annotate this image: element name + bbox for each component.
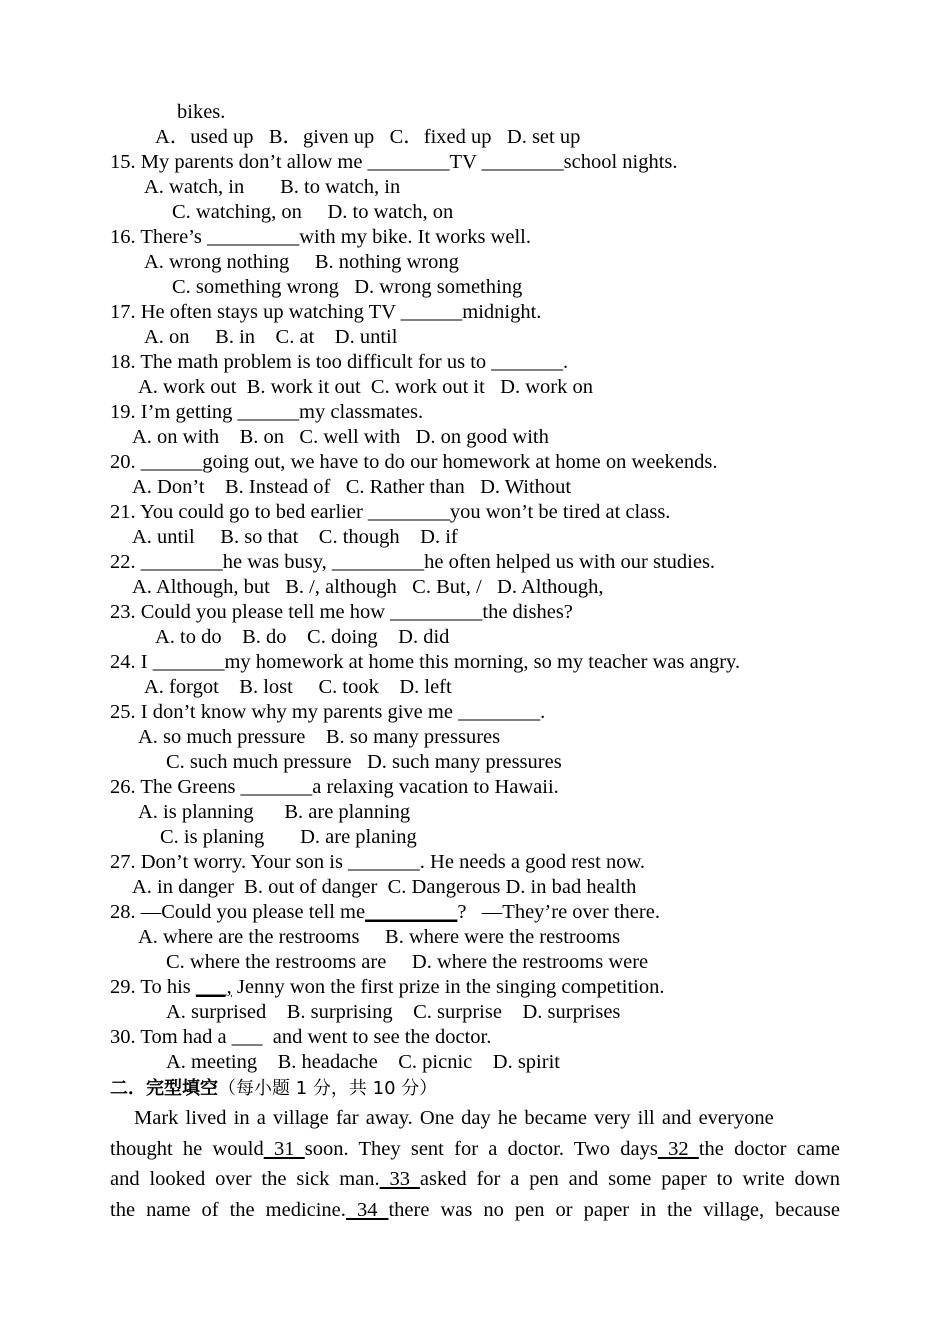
section-heading	[110, 1076, 437, 1101]
question-line: A. until B. so that C. though D. if	[132, 526, 458, 548]
question-line: 17. He often stays up watching TV ______midnight.	[110, 301, 542, 323]
section-note: （每小题 1 分，共 10 分）	[218, 1078, 438, 1099]
question-line: C. such much pressure D. such many pressures	[166, 751, 562, 773]
blank-31: 31	[263, 1137, 305, 1160]
question-line: 25. I don’t know why my parents give me ________.	[110, 701, 546, 723]
question-line: 19. I’m getting ______my classmates.	[110, 401, 424, 423]
question-line: 22. ________he was busy, _________he often helped us with our studies.	[110, 551, 716, 573]
passage-line-1: Mark lived in a village far away. One day he became very ill and everyone	[134, 1107, 774, 1129]
question-line: 21. You could go to bed earlier ________you won’t be tired at class.	[110, 501, 671, 523]
passage-line-3	[110, 1164, 840, 1195]
passage-text: soon. They sent for a doctor. Two days	[304, 1137, 658, 1160]
question-line: bikes.	[177, 101, 226, 123]
question-line: A. work out B. work it out C. work out it D. work on	[138, 376, 593, 398]
question-line: A. so much pressure B. so many pressures	[138, 726, 501, 748]
q28-options-ab: A. where are the restrooms B. where were the restrooms	[138, 926, 621, 948]
question-28	[110, 900, 660, 925]
blank-33: 33	[379, 1168, 420, 1190]
question-line: 16. There’s _________with my bike. It works well.	[110, 226, 531, 248]
q29-blank: ___,	[195, 976, 232, 998]
q29-rest: Jenny won the first prize in the singing competition.	[231, 976, 665, 998]
question-line: 18. The math problem is too difficult for us to _______.	[110, 351, 569, 373]
q28-answer: ? —They’re over there.	[457, 901, 660, 923]
q29-stem: 29. To his	[110, 976, 196, 998]
passage-text: thought he would	[110, 1137, 264, 1160]
question-line: A. wrong nothing B. nothing wrong	[144, 251, 459, 273]
question-line: A. on with B. on C. well with D. on good with	[132, 426, 549, 448]
passage-text: and looked over the sick man.	[110, 1168, 380, 1190]
q28-stem: 28. —Could you please tell me	[110, 901, 366, 923]
passage-line-4	[110, 1195, 840, 1226]
question-line: 20. ______going out, we have to do our homework at home on weekends.	[110, 451, 718, 473]
question-line: A. is planning B. are planning	[138, 801, 411, 823]
cloze-passage	[110, 1103, 840, 1225]
question-line: A. in danger B. out of danger C. Dangerous D. in bad health	[132, 876, 637, 898]
question-line: 27. Don’t worry. Your son is _______. He needs a good rest now.	[110, 851, 646, 873]
question-line: A. Although, but B. /, although C. But, / D. Although,	[132, 576, 604, 598]
question-line: 26. The Greens _______a relaxing vacation to Hawaii.	[110, 776, 559, 798]
q29-options: A. surprised B. surprising C. surprise D. surprises	[166, 1001, 621, 1023]
question-29	[110, 975, 664, 1000]
question-30: 30. Tom had a ___ and went to see the doctor.	[110, 1026, 492, 1048]
passage-text: asked for a pen and some paper to write down	[419, 1168, 841, 1190]
question-line: 15. My parents don’t allow me ________TV ________school nights.	[110, 151, 678, 173]
question-line: A. Don’t B. Instead of C. Rather than D. Without	[132, 476, 572, 498]
passage-line-2	[110, 1134, 840, 1165]
question-line: A. forgot B. lost C. took D. left	[144, 676, 452, 698]
q30-options: A. meeting B. headache C. picnic D. spirit	[166, 1051, 560, 1073]
question-line: C. watching, on D. to watch, on	[172, 201, 454, 223]
question-line: A. watch, in B. to watch, in	[144, 176, 401, 198]
q28-blank: _________	[365, 901, 458, 923]
question-line: C. is planing D. are planing	[160, 826, 417, 848]
section-title: 二．完型填空	[110, 1078, 218, 1099]
blank-34: 34	[345, 1198, 389, 1221]
question-line: C. something wrong D. wrong something	[172, 276, 523, 298]
passage-text: the name of the medicine.	[110, 1198, 346, 1221]
question-line: A. to do B. do C. doing D. did	[155, 626, 450, 648]
blank-32: 32	[657, 1137, 699, 1160]
passage-text: the doctor came	[698, 1137, 840, 1160]
question-line: A．used up B．given up C．fixed up D. set up	[155, 126, 581, 148]
q28-options-cd: C. where the restrooms are D. where the restrooms were	[166, 951, 649, 973]
passage-text: there was no pen or paper in the village, because	[388, 1198, 840, 1221]
question-line: A. on B. in C. at D. until	[144, 326, 398, 348]
question-line: 23. Could you please tell me how _________the dishes?	[110, 601, 573, 623]
question-line: 24. I _______my homework at home this morning, so my teacher was angry.	[110, 651, 741, 673]
